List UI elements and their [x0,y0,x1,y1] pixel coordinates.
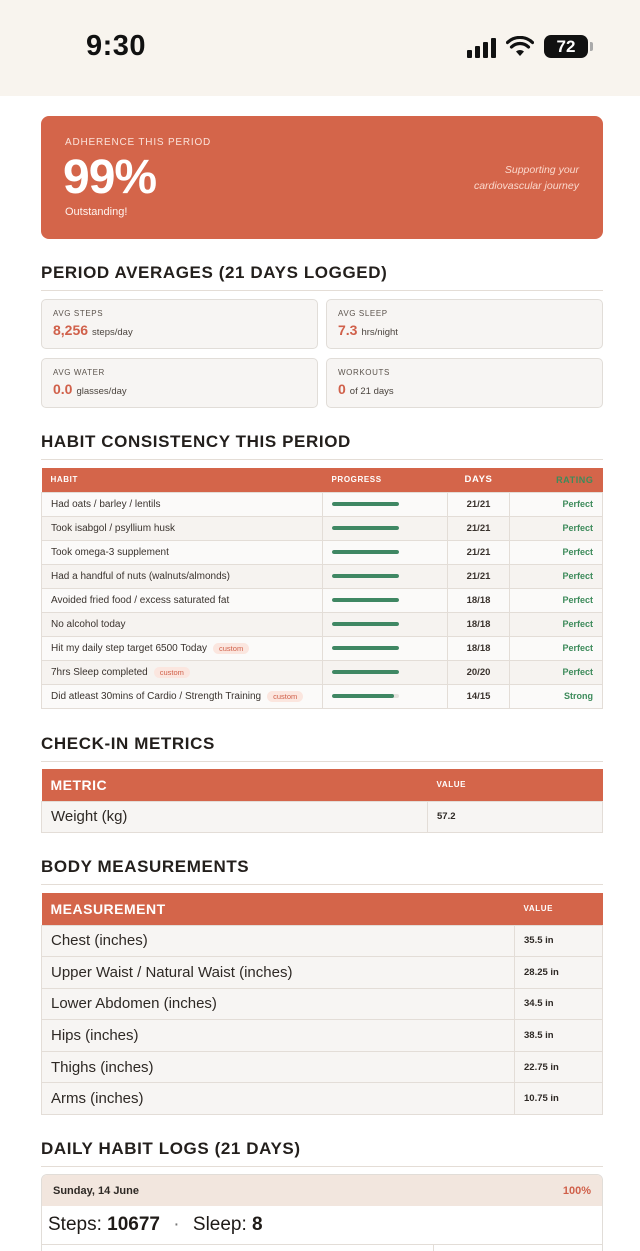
habit-name-cell [42,516,323,540]
habit-consistency-table [41,468,603,709]
progress-bar-fill [332,622,399,626]
separator: · [173,1214,180,1235]
measurement-value: 22.75 in [515,1051,603,1083]
stat-card-avg-sleep [326,299,603,349]
stat-label: AVG STEPS [53,309,104,318]
period-averages-title: PERIOD AVERAGES (21 DAYS LOGGED) [41,263,388,282]
measurement-value: 38.5 in [515,1020,603,1052]
progress-bar [332,574,399,578]
progress-cell [323,636,448,660]
habit-name-cell [42,564,323,588]
column-header-metric: METRIC [42,769,428,801]
rating-cell: Strong [510,684,603,708]
habit-name-cell [42,660,323,684]
measurement-label: Upper Waist / Natural Waist (inches) [42,957,515,989]
checkin-metrics-title: CHECK-IN METRICS [41,734,215,753]
table-row [42,588,603,612]
sleep-value: 8 [252,1214,263,1235]
column-header-days: DAYS [448,468,510,492]
progress-bar [332,502,399,506]
progress-bar-fill [332,550,399,554]
table-header-row [42,468,603,492]
measurement-label: Hips (inches) [42,1020,515,1052]
battery-icon: 72 [544,35,588,58]
progress-bar-fill [332,598,399,602]
rating-cell: Perfect [510,540,603,564]
measurement-value: 34.5 in [515,988,603,1020]
status-time: 9:30 [86,30,147,62]
adherence-value: 99% [63,151,157,204]
divider [41,884,603,885]
table-row [42,957,603,989]
divider [41,761,603,762]
rating-cell: Perfect [510,660,603,684]
days-cell: 18/18 [448,612,510,636]
daily-logs-title: DAILY HABIT LOGS (21 DAYS) [41,1139,301,1158]
adherence-label: ADHERENCE THIS PERIOD [65,137,212,148]
habit-name: Took omega-3 supplement [51,546,169,558]
divider [41,459,603,460]
days-cell: 18/18 [448,636,510,660]
column-header-value: VALUE [428,769,603,801]
steps-label: Steps: [48,1214,102,1235]
metric-label: Weight (kg) [42,801,428,833]
progress-bar [332,550,399,554]
table-row [42,1020,603,1052]
custom-badge: custom [154,667,190,678]
stat-label: WORKOUTS [338,368,390,377]
column-header-habit: HABIT [42,468,323,492]
table-row [42,564,603,588]
rating-cell: Perfect [510,492,603,516]
stat-unit: steps/day [92,327,133,338]
progress-bar [332,526,399,530]
measurement-label: Chest (inches) [42,925,515,957]
rating-cell: Perfect [510,612,603,636]
wifi-icon [506,36,534,58]
habit-name-cell [42,636,323,660]
table-header-row [42,769,603,801]
progress-bar-fill [332,670,399,674]
progress-bar-fill [332,502,399,506]
measurement-value: 28.25 in [515,957,603,989]
days-cell: 14/15 [448,684,510,708]
days-cell: 18/18 [448,588,510,612]
daily-log-next-row [42,1244,602,1251]
stat-card-avg-steps [41,299,318,349]
custom-badge: custom [213,643,249,654]
progress-bar-fill [332,646,399,650]
progress-bar-fill [332,694,394,698]
checkin-metrics-table [41,769,603,833]
table-row [42,925,603,957]
body-measurements-title: BODY MEASUREMENTS [41,857,250,876]
custom-badge: custom [267,691,303,702]
table-row [42,988,603,1020]
habit-name-cell [42,540,323,564]
days-cell: 21/21 [448,516,510,540]
status-bar [0,0,640,96]
column-header-measurement: MEASUREMENT [42,893,515,925]
stat-label: AVG SLEEP [338,309,388,318]
habit-name: Had a handful of nuts (walnuts/almonds) [51,570,230,582]
progress-bar-fill [332,574,399,578]
habit-name-cell [42,588,323,612]
habit-name: Avoided fried food / excess saturated fat [51,594,230,606]
progress-cell [323,564,448,588]
table-row [42,492,603,516]
stat-value: 0 [338,381,346,397]
habit-name: No alcohol today [51,618,126,630]
progress-cell [323,660,448,684]
progress-cell [323,612,448,636]
daily-log-percent: 100% [562,1184,591,1197]
habit-name: Took isabgol / psyllium husk [51,522,175,534]
progress-bar [332,670,399,674]
table-row [42,1083,603,1115]
measurement-value: 10.75 in [515,1083,603,1115]
stat-unit: glasses/day [76,386,127,397]
daily-log-card[interactable] [41,1174,603,1251]
progress-cell [323,684,448,708]
steps-value: 10677 [107,1214,160,1235]
divider [41,290,603,291]
stat-unit: of 21 days [349,386,394,397]
progress-cell [323,588,448,612]
table-row [42,540,603,564]
table-row [42,636,603,660]
habit-consistency-title: HABIT CONSISTENCY THIS PERIOD [41,432,351,451]
body-measurements-table [41,893,603,1115]
rating-cell: Perfect [510,588,603,612]
table-row [42,612,603,636]
habit-name: Hit my daily step target 6500 Today [51,642,208,654]
habit-name: Had oats / barley / lentils [51,498,161,510]
rating-cell: Perfect [510,636,603,660]
cellular-signal-icon [467,36,496,58]
rating-cell: Perfect [510,516,603,540]
habit-name-cell [42,492,323,516]
column-header-rating: RATING [510,468,603,492]
habit-name-cell [42,684,323,708]
habit-name: Did atleast 30mins of Cardio / Strength Training [51,690,262,702]
progress-cell [323,540,448,564]
progress-bar [332,646,399,650]
stat-value: 8,256 [53,322,89,338]
stat-label: AVG WATER [53,368,105,377]
status-icons [467,35,588,58]
adherence-card [41,116,603,239]
stat-value: 0.0 [53,381,73,397]
sleep-label: Sleep: [192,1214,247,1235]
stat-unit: hrs/night [361,327,398,338]
rating-cell: Perfect [510,564,603,588]
days-cell: 20/20 [448,660,510,684]
measurement-label: Arms (inches) [42,1083,515,1115]
stat-card-avg-water [41,358,318,408]
habit-name-cell [42,612,323,636]
daily-log-header [42,1175,602,1206]
progress-bar [332,694,399,698]
table-row [42,801,603,833]
table-row [42,660,603,684]
measurement-label: Lower Abdomen (inches) [42,988,515,1020]
days-cell: 21/21 [448,540,510,564]
column-header-progress: PROGRESS [323,468,448,492]
progress-bar [332,622,399,626]
days-cell: 21/21 [448,492,510,516]
habit-name: 7hrs Sleep completed [51,666,148,678]
table-row [42,516,603,540]
measurement-label: Thighs (inches) [42,1051,515,1083]
adherence-tagline: Supporting your cardiovascular journey [473,164,579,192]
adherence-subtitle: Outstanding! [65,206,128,218]
days-cell: 21/21 [448,564,510,588]
stat-card-workouts [326,358,603,408]
progress-bar-fill [332,526,399,530]
column-header-value: VALUE [515,893,603,925]
progress-bar [332,598,399,602]
table-row [42,1051,603,1083]
table-row [42,684,603,708]
table-header-row [42,893,603,925]
progress-cell [323,492,448,516]
metric-value: 57.2 [428,801,603,833]
divider [41,1166,603,1167]
measurement-value: 35.5 in [515,925,603,957]
progress-cell [323,516,448,540]
stat-value: 7.3 [338,322,358,338]
daily-log-date: Sunday, 14 June [53,1184,139,1197]
daily-log-summary [42,1206,602,1244]
